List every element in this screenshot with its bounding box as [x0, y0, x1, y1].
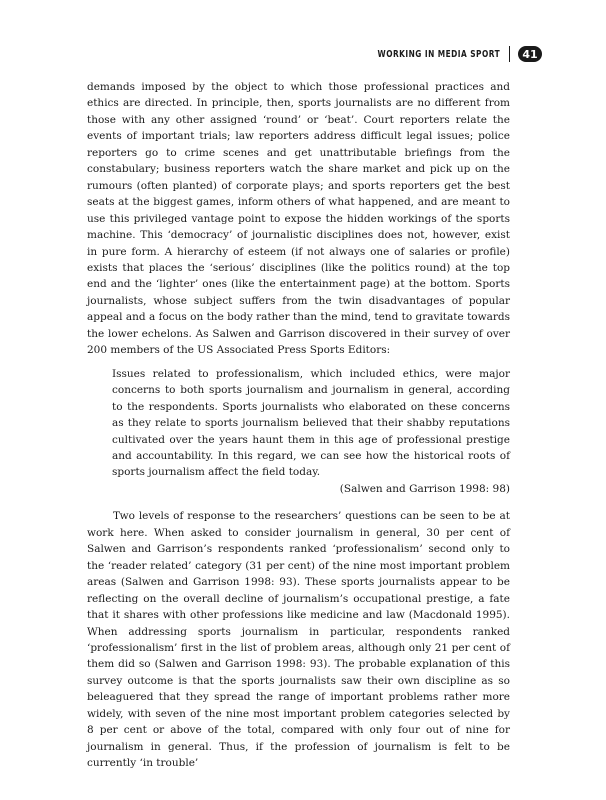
body-text: [87, 79, 510, 772]
running-head: WORKING IN MEDIA SPORT: [377, 48, 501, 60]
paragraph: demands imposed by the object to which those professional practices and ethics are directed. In principle, then, sports journalists are no different from those with any other assigned ‘round’ or ‘beat’. Court reporters relate the events of important trials; law reporters address difficult legal issues; police reporters go to crime scenes and get unattributable briefings from the constabulary; business reporters watch the share market and pick up on the rumours (often planted) of corporate plays; and sports reporters get the best seats at the biggest games, inform others of what happened, and are meant to use this privileged vantage point to expose the hidden workings of the sports machine. This ‘democracy’ of journalistic disciplines does not, however, exist in pure form. A hierarchy of esteem (if not always one of salaries or profile) exists that places the ‘serious’ disciplines (like the politics round) at the top end and the ‘lighter’ ones (like the entertainment page) at the bottom. Sports journalists, whose subject suffers from the twin disadvantages of popular appeal and a focus on the body rather than the mind, tend to gravitate towards the lower echelons. As Salwen and Garrison discovered in their survey of over 200 members of the US Associated Press Sports Editors:: [87, 81, 510, 357]
quote-text: Issues related to professionalism, which included ethics, were major concerns to both sports journalism and journalism in general, according to the respondents. Sports journalists who elaborated on these concerns as they relate to sports journalism believed that their shabby reputations cultivated over the years haunt them in this age of professional prestige and accountability. In this regard, we can see how the historical roots of sports journalism affect the field today.: [112, 367, 510, 479]
page-number: 41: [518, 46, 542, 62]
block-quote: [87, 366, 510, 498]
page-header: [343, 46, 542, 62]
paragraph: Two levels of response to the researchers’ questions can be seen to be at work here. When asked to consider journalism in general, 30 per cent of Salwen and Garrison’s respondents ranked ‘professionalism’ second only to the ‘reader related’ category (31 per cent) of the nine most important problem areas (Salwen and Garrison 1998: 93). These sports journalists appear to be reflecting on the overall decline of journalism’s occupational prestige, a fate that it shares with other professions like medicine and law (Macdonald 1995). When addressing sports journalism in particular, respondents ranked ‘professionalism’ first in the list of problem areas, although only 21 per cent of them did so (Salwen and Garrison 1998: 93). The probable explanation of this survey outcome is that the sports journalists saw their own discipline as so beleaguered that they spread the range of important problems rather more widely, with seven of the nine most important problem categories selected by 8 per cent or above of the total, compared with only four out of nine for journalism in general. Thus, if the profession of journalism is felt to be currently ‘in trouble’: [87, 510, 510, 770]
header-divider: [509, 46, 511, 62]
quote-citation: (Salwen and Garrison 1998: 98): [339, 482, 510, 495]
